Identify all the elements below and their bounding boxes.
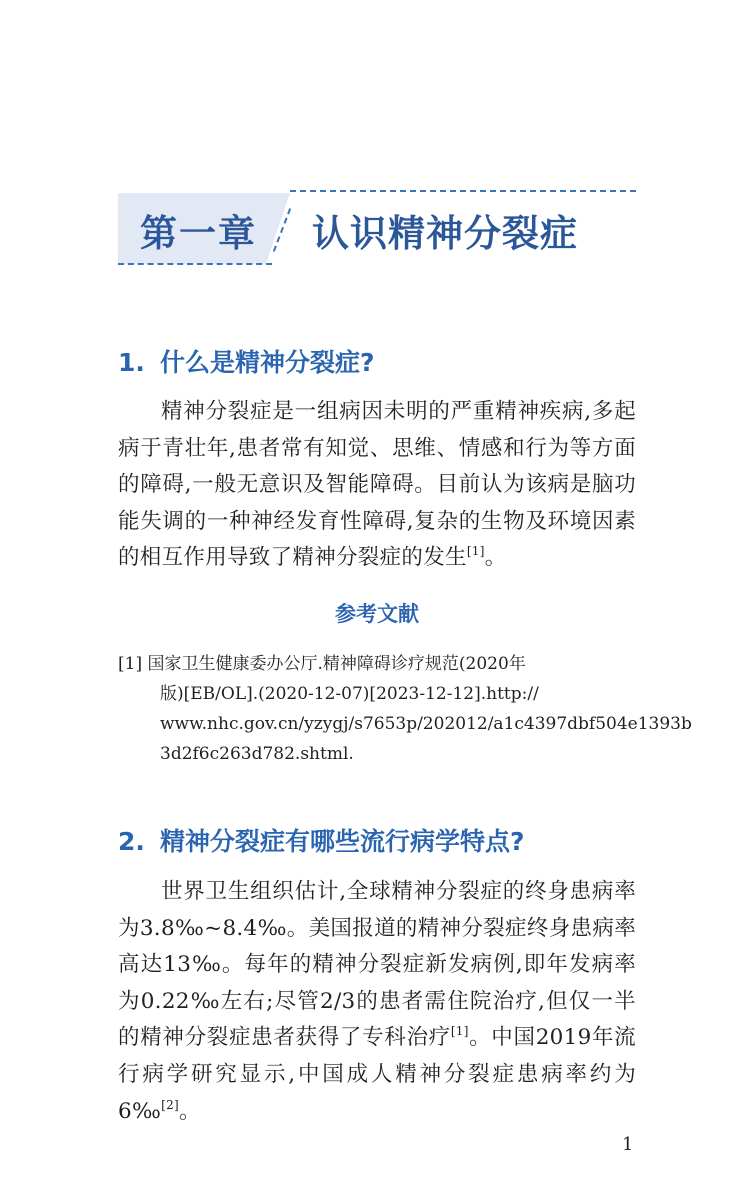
reference-entry bbox=[118, 649, 692, 769]
page-number: 1 bbox=[622, 1134, 634, 1155]
chapter-label: 第一章 bbox=[140, 212, 257, 255]
chapter-header-bottom-rule bbox=[118, 263, 272, 265]
section-2-title: 精神分裂症有哪些流行病学特点? bbox=[160, 827, 525, 856]
citation-1: [1] bbox=[466, 544, 485, 559]
section-1-number: 1. bbox=[118, 348, 145, 377]
chapter-title: 认识精神分裂症 bbox=[312, 212, 578, 255]
chapter-header-top-rule bbox=[290, 190, 636, 192]
section-1-heading bbox=[118, 343, 375, 379]
section-2-paragraph bbox=[118, 874, 636, 1130]
citation-1: [1] bbox=[450, 1024, 469, 1039]
section-2-number: 2. bbox=[118, 827, 145, 856]
section-2-heading bbox=[118, 822, 525, 858]
section-1-text: 精神分裂症是一组病因未明的严重精神疾病,多起病于青壮年,患者常有知觉、思维、情感和行为等方面的障碍,一般无意识及智能障碍。目前认为该病是脑功能失调的一种神经发育性障碍,复杂的生物及环境因素的相互作用导致了精神分裂症的发生 bbox=[118, 399, 636, 571]
citation-2: [2] bbox=[161, 1097, 180, 1112]
section-1-end: 。 bbox=[484, 545, 507, 571]
section-1-paragraph bbox=[118, 394, 636, 577]
reference-line: www.nhc.gov.cn/yzygj/s7653p/202012/a1c4397dbf504e1393b bbox=[160, 714, 692, 734]
section-2-end: 。 bbox=[179, 1098, 201, 1124]
section-2-text-a: 世界卫生组织估计,全球精神分裂症的终身患病率为3.8‰~8.4‰。美国报道的精神分裂症终身患病率高达13‰。每年的精神分裂症新发病例,即年发病率为0.22‰左右;尽管2/3的患者需住院治疗,但仅一半的精神分裂症患者获得了专科治疗 bbox=[118, 879, 636, 1051]
references-title: 参考文献 bbox=[335, 602, 419, 626]
reference-line: 版)[EB/OL].(2020-12-07)[2023-12-12].http:// bbox=[160, 684, 539, 704]
section-1-title: 什么是精神分裂症? bbox=[160, 348, 375, 377]
reference-line: [1] 国家卫生健康委办公厅.精神障碍诊疗规范(2020年 bbox=[118, 654, 526, 674]
section-2-text-b: 。中国2019年流行病学研究显示,中国成人精神分裂症患病率约为6‰ bbox=[118, 1025, 636, 1124]
reference-line: 3d2f6c263d782.shtml. bbox=[160, 744, 354, 764]
